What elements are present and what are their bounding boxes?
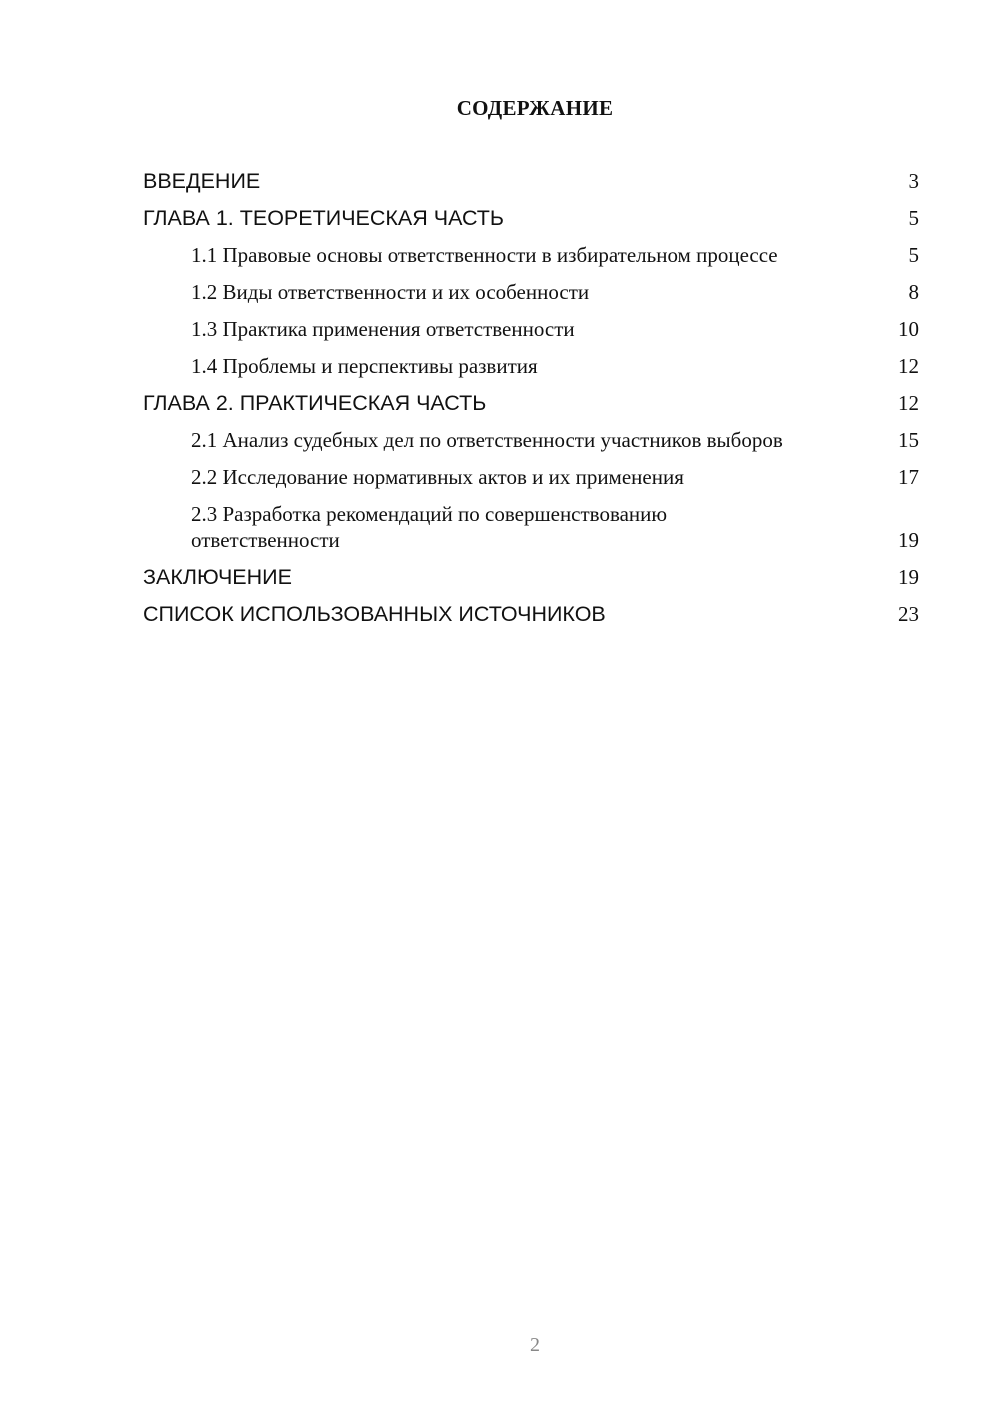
toc-entry-chapter-1[interactable] xyxy=(143,205,919,231)
toc-entry-label: 2.3 Разработка рекомендаций по совершенствованию ответственности xyxy=(191,502,668,552)
toc-entry-introduction[interactable] xyxy=(143,168,919,194)
toc-entry-page: 12 xyxy=(898,391,919,415)
toc-entry-page: 12 xyxy=(898,354,919,378)
toc-entry-chapter-2[interactable] xyxy=(143,390,919,416)
toc-entry-label: ГЛАВА 2. ПРАКТИЧЕСКАЯ ЧАСТЬ xyxy=(143,391,487,415)
toc-entry-page: 19 xyxy=(898,528,919,552)
toc-entry-section-1-4[interactable] xyxy=(143,353,919,379)
toc-entry-label: ГЛАВА 1. ТЕОРЕТИЧЕСКАЯ ЧАСТЬ xyxy=(143,206,505,230)
toc-entry-section-2-1[interactable] xyxy=(143,427,919,453)
toc-entry-page: 5 xyxy=(908,206,919,230)
toc-entry-label: 1.2 Виды ответственности и их особенности xyxy=(191,280,590,304)
toc-entry-label: 2.2 Исследование нормативных актов и их применения xyxy=(191,465,684,489)
toc-entry-label: 2.1 Анализ судебных дел по ответственности участников выборов xyxy=(191,428,783,452)
toc-entry-page: 19 xyxy=(898,565,919,589)
toc-entry-section-1-1[interactable] xyxy=(143,242,919,268)
toc-entry-section-1-3[interactable] xyxy=(143,316,919,342)
toc-entry-section-2-2[interactable] xyxy=(143,464,919,490)
toc-entry-page: 8 xyxy=(908,280,919,304)
toc-entry-page: 23 xyxy=(898,602,919,626)
toc-entry-references[interactable] xyxy=(143,601,919,627)
table-of-contents xyxy=(143,168,919,638)
page-title: СОДЕРЖАНИЕ xyxy=(456,96,614,120)
toc-entry-label: 1.3 Практика применения ответственности xyxy=(191,317,575,341)
toc-entry-section-2-3[interactable] xyxy=(143,501,919,553)
toc-entry-section-1-2[interactable] xyxy=(143,279,919,305)
toc-entry-label: 1.1 Правовые основы ответственности в избирательном процессе xyxy=(191,243,778,267)
page-number: 2 xyxy=(530,1334,540,1356)
toc-entry-page: 10 xyxy=(898,317,919,341)
toc-entry-label: ВВЕДЕНИЕ xyxy=(143,169,261,193)
toc-entry-page: 3 xyxy=(908,169,919,193)
toc-entry-page: 5 xyxy=(908,243,919,267)
toc-entry-page: 15 xyxy=(898,428,919,452)
toc-entry-page: 17 xyxy=(898,465,919,489)
toc-entry-label: 1.4 Проблемы и перспективы развития xyxy=(191,354,538,378)
toc-entry-label: СПИСОК ИСПОЛЬЗОВАННЫХ ИСТОЧНИКОВ xyxy=(143,602,606,626)
toc-entry-conclusion[interactable] xyxy=(143,564,919,590)
toc-entry-label: ЗАКЛЮЧЕНИЕ xyxy=(143,565,292,589)
